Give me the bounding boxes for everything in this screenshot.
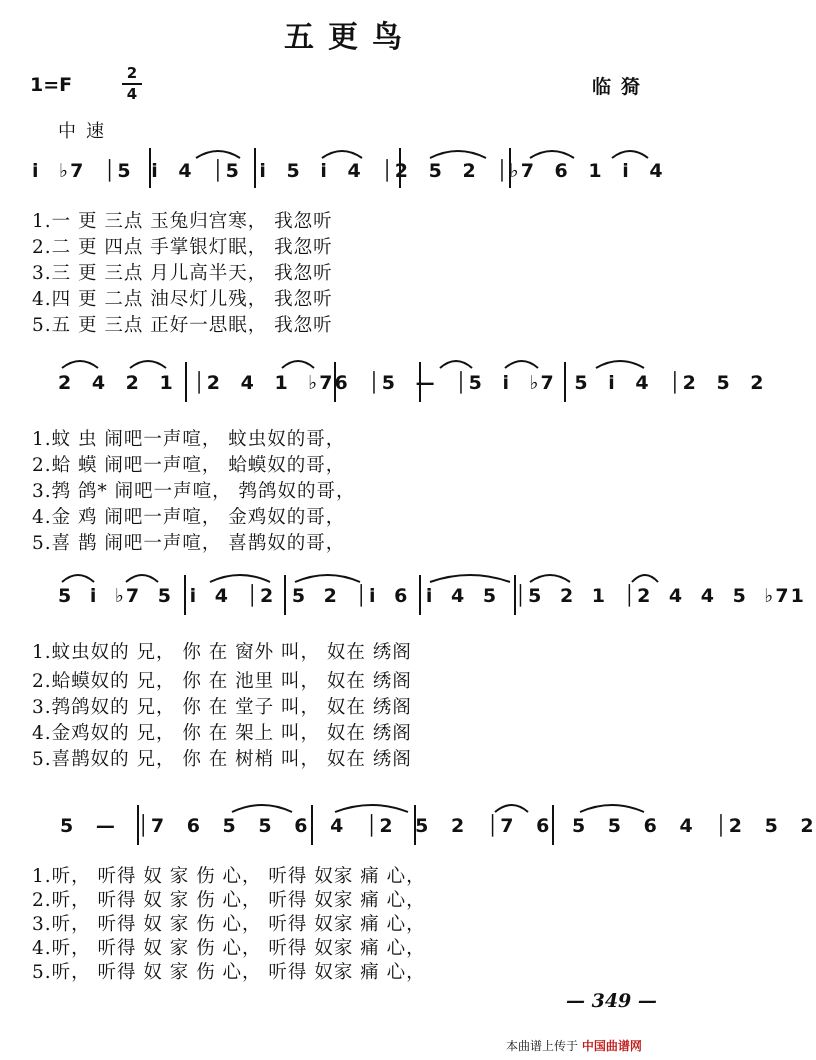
tie [62, 361, 98, 368]
tie [612, 151, 648, 158]
tie [322, 151, 362, 158]
footer-text: 本曲谱上传于 [506, 1039, 579, 1053]
system-1-notation: i ♭7 │5 i 4 │5 i 5 i 4 │2 5 2 │♭7 6 1 i 4 [32, 160, 665, 182]
tie [62, 575, 94, 582]
system-2-verse-2: 2.蛤 蟆 闹吧一声喧， 蛤蟆奴的哥， [32, 455, 346, 476]
system-2-verse-1: 1.蚊 虫 闹吧一声喧， 蚊虫奴的哥， [32, 429, 346, 450]
tie [295, 575, 360, 582]
system-3-verse-1: 1.蚊虫奴的 兄， 你 在 窗外 叫， 奴在 绣阁 [32, 642, 412, 663]
meter-top: 2 [126, 64, 138, 82]
tie [505, 361, 538, 368]
system-1-verse-3: 3.三 更 三点 月儿高半天， 我忽听 [32, 263, 333, 284]
tie [196, 151, 240, 158]
key-signature: 1=F [30, 74, 73, 96]
tie [126, 575, 158, 582]
system-2-verse-4: 4.金 鸡 闹吧一声喧， 金鸡奴的哥， [32, 507, 346, 528]
tie [335, 805, 408, 812]
tie [130, 361, 166, 368]
meter-bottom: 4 [126, 85, 138, 103]
system-3-notation: 5 i ♭7 5 i 4 │2 5 2 │i 6 i 4 5 │5 2 1 │2 4 4 5 ♭71 [58, 585, 806, 607]
song-title: 五更鸟 [284, 20, 416, 55]
footer-credit [506, 1037, 642, 1054]
system-4-verse-4: 4.听， 听得 奴 家 伤 心， 听得 奴家 痛 心， [32, 938, 426, 959]
system-4-verse-1: 1.听， 听得 奴 家 伤 心， 听得 奴家 痛 心， [32, 866, 426, 887]
tie [232, 805, 292, 812]
system-3-verse-4: 4.金鸡奴的 兄， 你 在 架上 叫， 奴在 绣阁 [32, 723, 412, 744]
system-3-verse-5: 5.喜鹊奴的 兄， 你 在 树梢 叫， 奴在 绣阁 [32, 749, 412, 770]
tie [430, 151, 486, 158]
system-2-verse-3: 3.鹁 鸽* 闹吧一声喧， 鹁鸽奴的哥， [32, 481, 356, 502]
system-4-verse-3: 3.听， 听得 奴 家 伤 心， 听得 奴家 痛 心， [32, 914, 426, 935]
tie [210, 575, 270, 582]
system-1-verse-5: 5.五 更 三点 正好一思眠， 我忽听 [32, 315, 333, 336]
system-2-verse-5: 5.喜 鹊 闹吧一声喧， 喜鹊奴的哥， [32, 533, 346, 554]
tie [596, 361, 644, 368]
tie [530, 575, 570, 582]
tie [282, 361, 314, 368]
page-number: — 349 — [566, 990, 657, 1012]
tempo-marking: 中速 [58, 121, 114, 142]
system-3-verse-3: 3.鹁鸽奴的 兄， 你 在 堂子 叫， 奴在 绣阁 [32, 697, 412, 718]
footer-site: 中国曲谱网 [581, 1039, 642, 1053]
tie [580, 805, 644, 812]
system-4-verse-5: 5.听， 听得 奴 家 伤 心， 听得 奴家 痛 心， [32, 962, 426, 983]
region-credit: 临猗 [592, 76, 651, 98]
system-1-verse-4: 4.四 更 二点 油尽灯儿残， 我忽听 [32, 289, 333, 310]
system-3-verse-2: 2.蛤蟆奴的 兄， 你 在 池里 叫， 奴在 绣阁 [32, 671, 412, 692]
tie [632, 575, 658, 582]
tie [430, 575, 510, 582]
system-4-notation: 5 — │7 6 5 5 6 4 │2 5 2 │7 6 5 5 6 4 │2 5 2 [60, 815, 816, 837]
system-2-notation: 2 4 2 1 │2 4 1 ♭76 │5 — │5 i ♭7 5 i 4 │2 5 2 [58, 372, 766, 394]
tie [495, 805, 528, 812]
system-4-verse-2: 2.听， 听得 奴 家 伤 心， 听得 奴家 痛 心， [32, 890, 426, 911]
system-1-verse-1: 1.一 更 三点 玉兔归宫寒， 我忽听 [32, 211, 333, 232]
tie [440, 361, 472, 368]
system-1-verse-2: 2.二 更 四点 手掌银灯眠， 我忽听 [32, 237, 333, 258]
tie [530, 151, 574, 158]
